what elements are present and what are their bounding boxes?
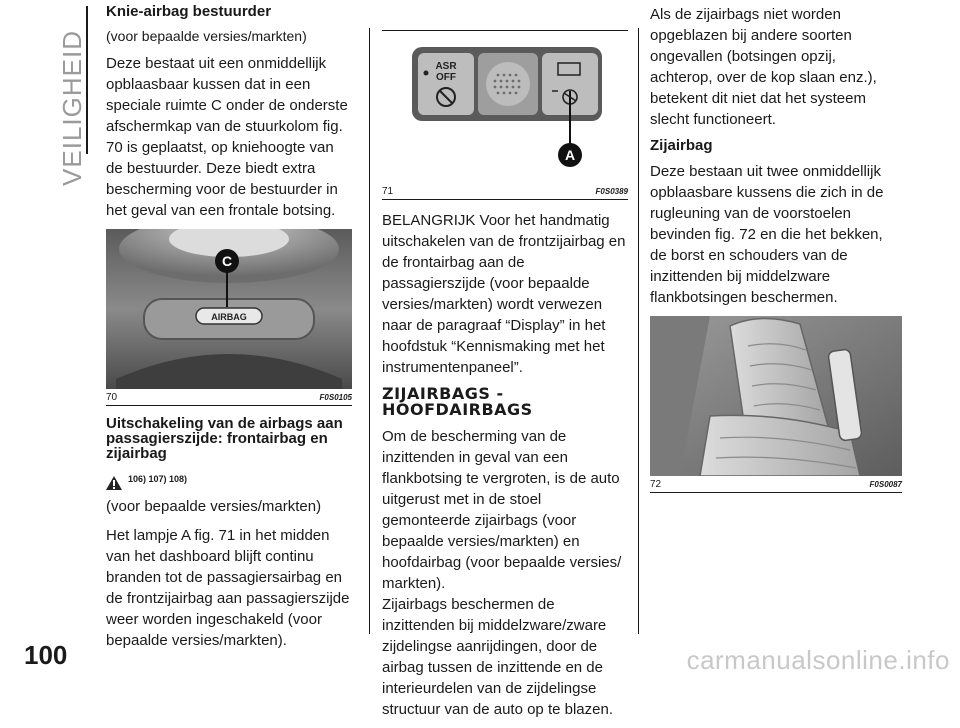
figure-number: 70 — [106, 392, 118, 403]
watermark: carmanualsonline.info — [686, 645, 950, 675]
knee-airbag-subheading: (voor bepaalde versies/markten) — [106, 28, 307, 44]
figure-code: F0S0087 — [869, 480, 902, 489]
deployment-note: Als de zijairbags niet worden opgeblazen bij andere soorten ongevallen (botsingen opzij, achterop, over de kop slaan enz.), betekent dit niet dat het systeem slecht functioneert. — [650, 6, 877, 128]
callout-letter-c: C — [221, 253, 233, 269]
column-divider-1 — [369, 28, 370, 634]
section-tab-rule — [86, 6, 88, 154]
figure-70 — [106, 229, 352, 406]
warning-refs: 106) 107) 108) — [128, 474, 188, 484]
airbag-label: AIRBAG — [211, 312, 247, 322]
page-number: 100 — [24, 640, 68, 670]
asr-label: ASR — [435, 61, 457, 72]
warning-references — [106, 469, 352, 490]
important-paragraph: BELANGRIJK Voor het handmatig uitschakelen van de frontzijairbag en de frontairbag aan de passagierszijde (voor bepaalde versies/markten) wordt verwezen naar de paragraaf “Display” in het hoofdstuk “Kennismaking met het instrumentenpaneel”. — [382, 212, 626, 376]
figure-code: F0S0389 — [595, 187, 628, 196]
figure-71-caption — [382, 185, 628, 199]
figure-code: F0S0105 — [319, 393, 352, 402]
side-airbag-heading: Zijairbag — [650, 137, 713, 154]
column-2 — [382, 4, 628, 728]
deactivation-heading: Uitschakeling van de airbags aan passagierszijde: frontairbag en zijairbag — [106, 415, 343, 462]
column-1 — [106, 4, 352, 659]
section-tab-label: VEILIGHEID — [56, 30, 87, 186]
column-divider-2 — [638, 28, 639, 634]
figure-number: 72 — [650, 479, 662, 490]
figure-71 — [382, 35, 628, 200]
side-airbag-paragraph: Deze bestaan uit twee onmiddellijk opblaasbare kussens die zich in de rugleuning van de voorstoelen bevinden fig. 72 en die het bekken, de borst en schouders van de inzittenden bij middelzware flankbotsingen beschermen. — [650, 163, 884, 306]
figure-71-top-rule — [382, 30, 628, 31]
figure-70-caption — [106, 391, 352, 405]
callout-letter-a: A — [564, 147, 576, 163]
figure-72 — [650, 316, 902, 493]
off-label: OFF — [436, 72, 456, 83]
side-airbags-intro: Om de bescherming van de inzittenden in geval van een flankbotsing te vergroten, is de auto uitgerust met in de stoel gemonteerde zijairbags (voor bepaalde versies/markten) en hoofdairbag (voor bepaalde versies/ markten). — [382, 428, 622, 592]
warning-triangle-icon — [106, 476, 122, 490]
figure-number: 71 — [382, 186, 394, 197]
knee-airbag-paragraph: Deze bestaat uit een onmiddellijk opblaasbaar kussen dat in een speciale ruimte C onder de onderste afschermkap van de stuurkolom fig. 70 is geplaatst, op kniehoogte van de bestuurder. Deze biedt extra bescherming voor de bestuurder in het geval van een frontale botsing. — [106, 55, 348, 219]
side-airbags-protection: Zijairbags beschermen de inzittenden bij middelzware/zware zijdelingse aanrijdingen, door de airbag tussen de inzittende en de interieurdelen van de zijdelingse structuur van de auto op te blazen. — [382, 596, 613, 718]
warning-light-paragraph: Het lampje A fig. 71 in het midden van het dashboard blijft continu branden tot de passagiersairbag en de frontzijairbag aan passagierszijde weer worden ingeschakeld (voor bepaalde versies/markten). — [106, 527, 350, 649]
side-airbags-heading: ZIJAIRBAGS - HOOFDAIRBAGS — [382, 384, 533, 419]
seat-side-airbag-image — [650, 316, 902, 476]
dashboard-switch-image — [382, 35, 628, 183]
knee-airbag-image — [106, 229, 352, 389]
knee-airbag-heading: Knie-airbag bestuurder — [106, 3, 272, 20]
column-3 — [650, 4, 902, 499]
versions-note: (voor bepaalde versies/markten) — [106, 498, 322, 515]
figure-72-caption — [650, 478, 902, 492]
